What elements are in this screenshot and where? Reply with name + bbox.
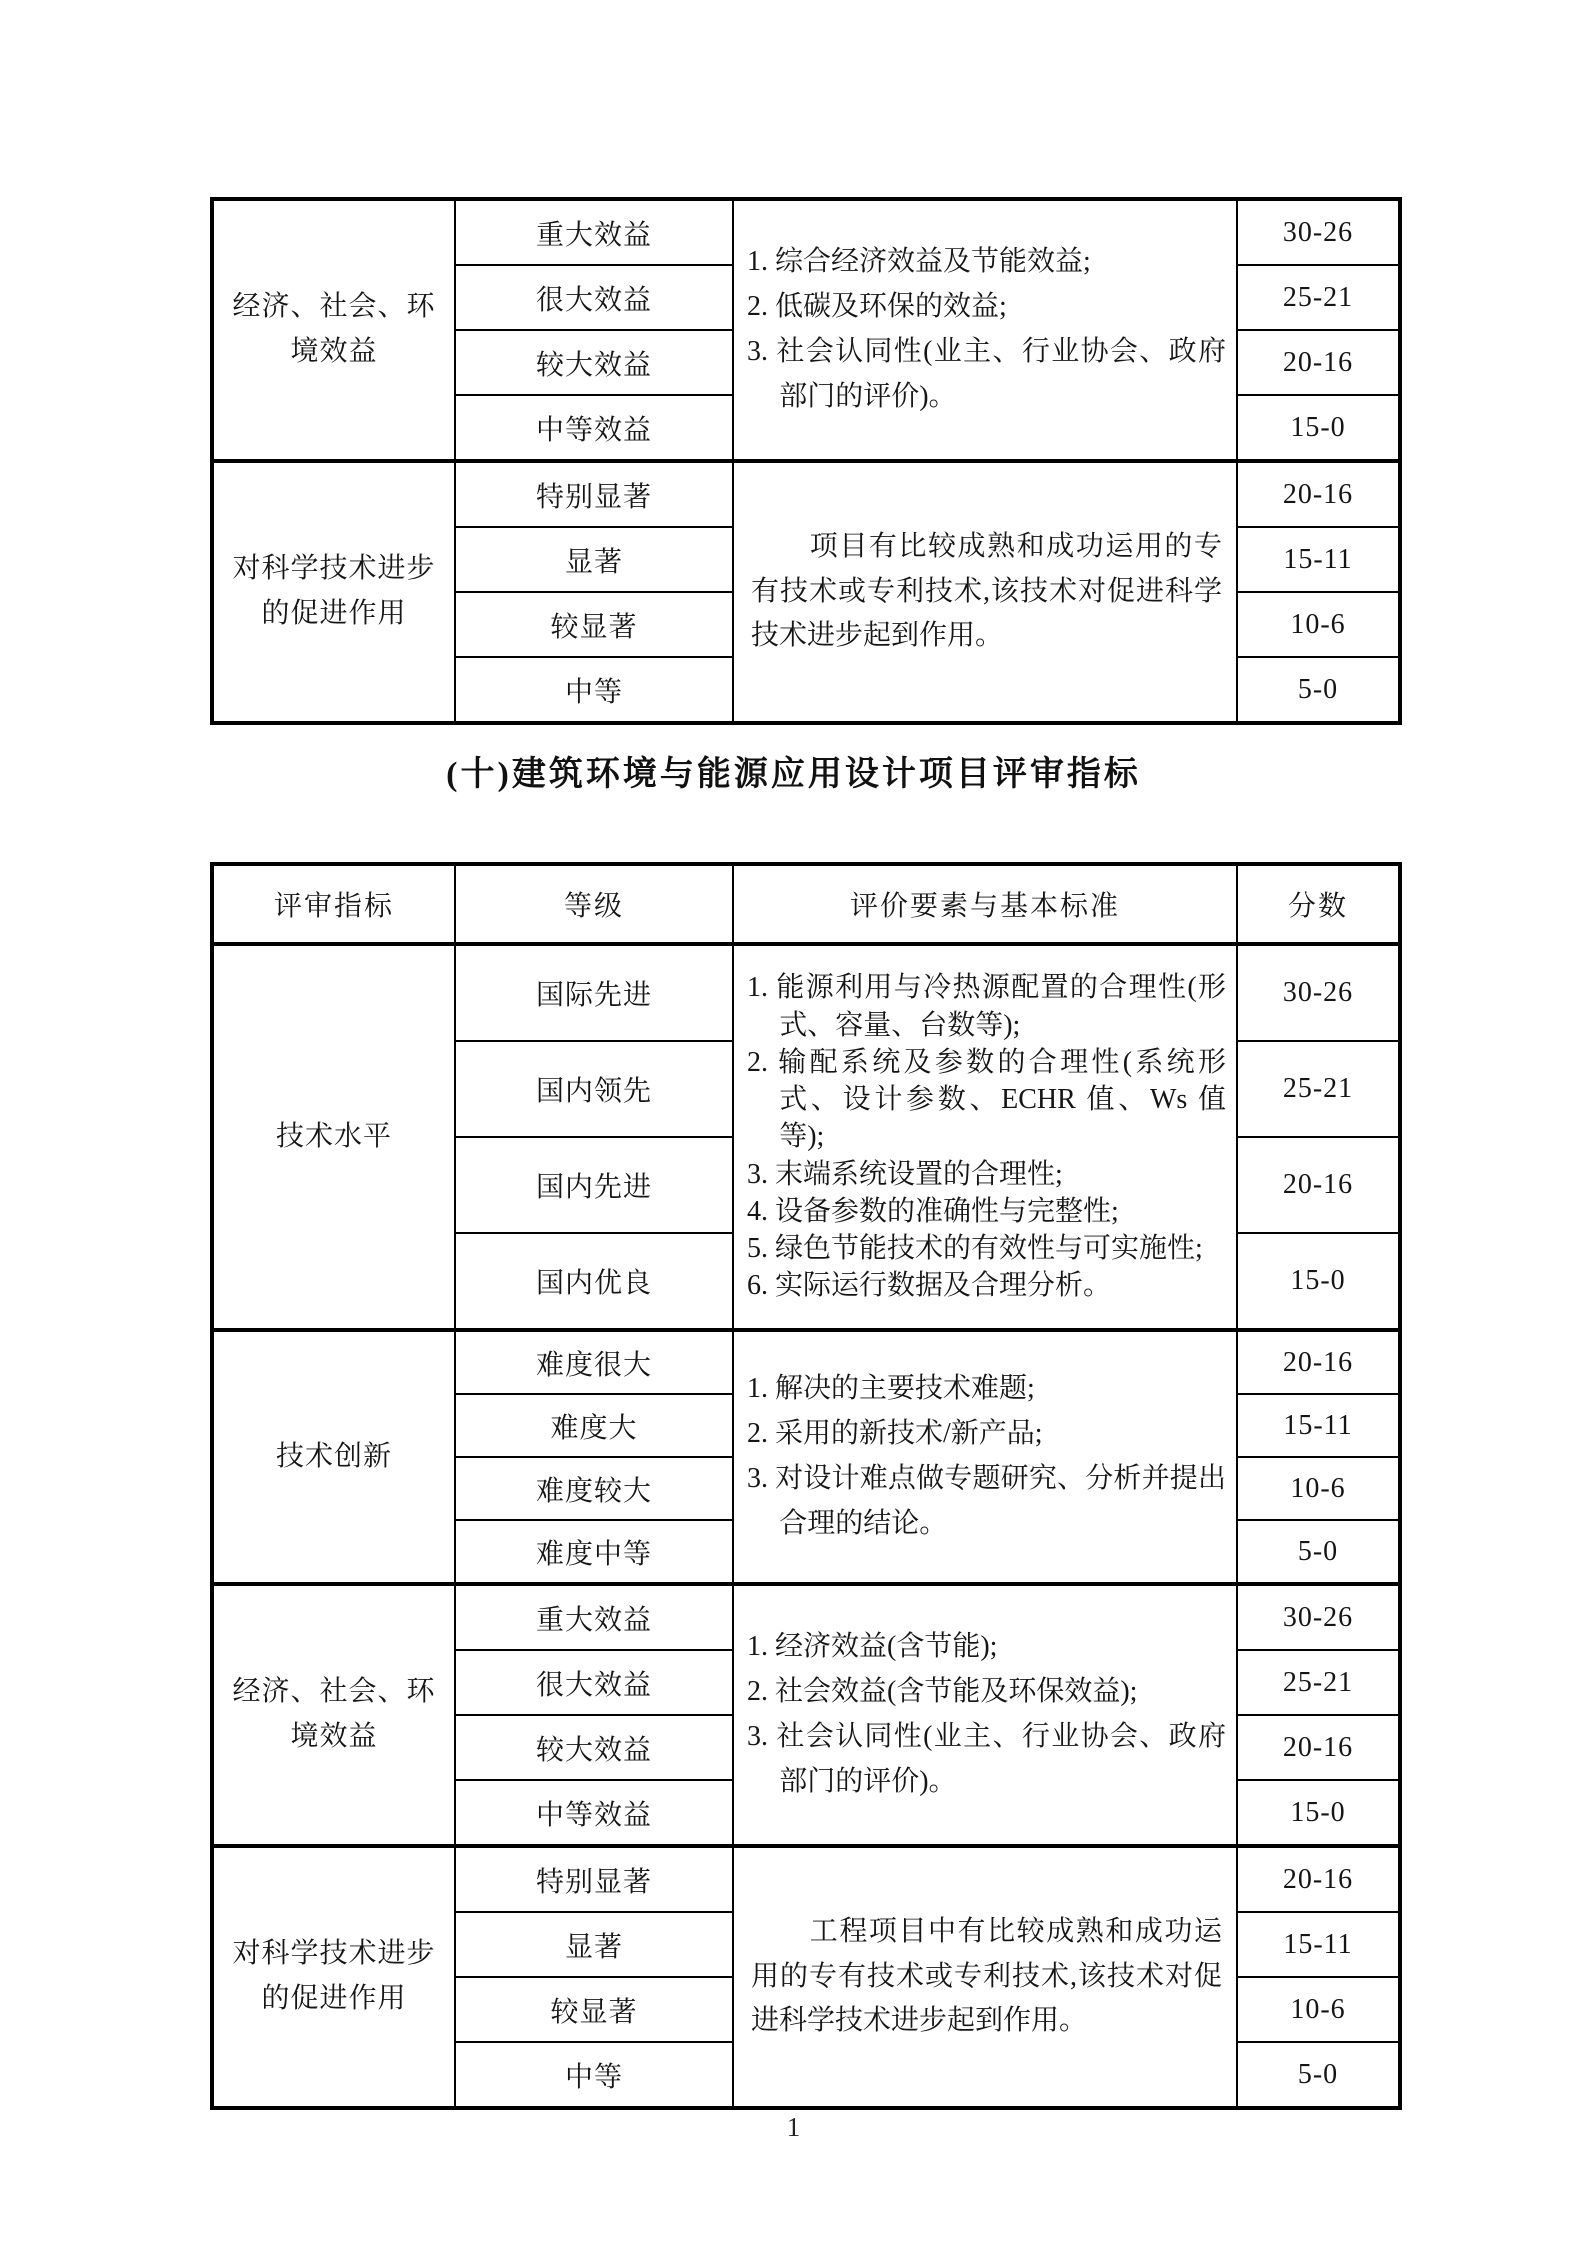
grade-cell: 特别显著 (455, 461, 733, 527)
criteria-cell (733, 199, 1237, 461)
criteria-item: 3. 对设计难点做专题研究、分析并提出合理的结论。 (747, 1463, 1226, 1539)
score-cell: 10-6 (1237, 1977, 1400, 2042)
criteria-group (212, 461, 1400, 723)
table-row (212, 1584, 1400, 1650)
criteria-cell (733, 461, 1237, 723)
score-cell: 30-26 (1237, 944, 1400, 1041)
criteria-group (212, 1330, 1400, 1584)
score-cell: 15-0 (1237, 395, 1400, 461)
score-cell: 15-0 (1237, 1233, 1400, 1330)
criteria-group (212, 944, 1400, 1330)
review-table-continued (210, 197, 1402, 725)
criteria-item: 1. 经济效益(含节能); (747, 1631, 998, 1663)
criteria-item: 3. 社会认同性(业主、行业协会、政府部门的评价)。 (747, 1721, 1226, 1797)
criteria-item: 2. 输配系统及参数的合理性(系统形式、设计参数、ECHR 值、Ws 值等); (747, 1046, 1226, 1153)
table-row (212, 944, 1400, 1041)
grade-cell: 难度中等 (455, 1520, 733, 1584)
criteria-item: 4. 设备参数的准确性与完整性; (747, 1195, 1119, 1227)
indicator-cell: 对科学技术进步的促进作用 (212, 1846, 455, 2108)
score-cell: 20-16 (1237, 330, 1400, 395)
table-row (212, 461, 1400, 527)
indicator-cell: 技术创新 (212, 1330, 455, 1584)
grade-cell: 难度大 (455, 1394, 733, 1457)
table-row (212, 199, 1400, 265)
criteria-cell (733, 1330, 1237, 1584)
header-cell: 等级 (455, 864, 733, 944)
grade-cell: 重大效益 (455, 199, 733, 265)
grade-cell: 国内领先 (455, 1041, 733, 1137)
grade-cell: 较显著 (455, 592, 733, 657)
criteria-cell (733, 1846, 1237, 2108)
criteria-paragraph: 工程项目中有比较成熟和成功运用的专有技术或专利技术,该技术对促进科学技术进步起到作用。 (751, 1915, 1222, 2037)
score-cell: 20-16 (1237, 461, 1400, 527)
indicator-cell: 经济、社会、环境效益 (212, 1584, 455, 1846)
score-cell: 15-11 (1237, 1394, 1400, 1457)
criteria-item: 1. 解决的主要技术难题; (747, 1373, 1035, 1405)
indicator-cell: 对科学技术进步的促进作用 (212, 461, 455, 723)
grade-cell: 较大效益 (455, 330, 733, 395)
criteria-paragraph: 项目有比较成熟和成功运用的专有技术或专利技术,该技术对促进科学技术进步起到作用。 (751, 530, 1222, 652)
grade-cell: 难度较大 (455, 1457, 733, 1520)
grade-cell: 中等效益 (455, 395, 733, 461)
score-cell: 20-16 (1237, 1846, 1400, 1912)
score-cell: 15-11 (1237, 527, 1400, 592)
header-cell: 评审指标 (212, 864, 455, 944)
criteria-group (212, 199, 1400, 461)
criteria-item: 2. 低碳及环保的效益; (747, 291, 1007, 323)
page-number: 1 (786, 2112, 801, 2142)
indicator-cell: 技术水平 (212, 944, 455, 1330)
grade-cell: 很大效益 (455, 1650, 733, 1715)
criteria-cell (733, 944, 1237, 1330)
criteria-item: 3. 末端系统设置的合理性; (747, 1158, 1063, 1190)
score-cell: 30-26 (1237, 1584, 1400, 1650)
criteria-item: 2. 社会效益(含节能及环保效益); (747, 1676, 1138, 1708)
criteria-group (212, 1584, 1400, 1846)
grade-cell: 难度很大 (455, 1330, 733, 1394)
score-cell: 5-0 (1237, 2042, 1400, 2108)
indicator-cell: 经济、社会、环境效益 (212, 199, 455, 461)
criteria-item: 2. 采用的新技术/新产品; (747, 1418, 1043, 1450)
score-cell: 10-6 (1237, 592, 1400, 657)
grade-cell: 中等效益 (455, 1780, 733, 1846)
score-cell: 20-16 (1237, 1137, 1400, 1233)
grade-cell: 国际先进 (455, 944, 733, 1041)
review-table-main (210, 862, 1402, 2110)
score-cell: 25-21 (1237, 265, 1400, 330)
grade-cell: 较大效益 (455, 1715, 733, 1780)
score-cell: 25-21 (1237, 1041, 1400, 1137)
score-cell: 20-16 (1237, 1715, 1400, 1780)
grade-cell: 特别显著 (455, 1846, 733, 1912)
score-cell: 15-0 (1237, 1780, 1400, 1846)
score-cell: 10-6 (1237, 1457, 1400, 1520)
grade-cell: 中等 (455, 657, 733, 723)
grade-cell: 国内优良 (455, 1233, 733, 1330)
grade-cell: 很大效益 (455, 265, 733, 330)
score-cell: 20-16 (1237, 1330, 1400, 1394)
score-cell: 25-21 (1237, 1650, 1400, 1715)
criteria-item: 5. 绿色节能技术的有效性与可实施性; (747, 1233, 1203, 1265)
criteria-group (212, 1846, 1400, 2108)
section-title: (十)建筑环境与能源应用设计项目评审指标 (446, 756, 1141, 793)
score-cell: 30-26 (1237, 199, 1400, 265)
criteria-item: 6. 实际运行数据及合理分析。 (747, 1270, 1112, 1302)
criteria-item: 1. 能源利用与冷热源配置的合理性(形式、容量、台数等); (747, 972, 1226, 1041)
table-row (212, 1330, 1400, 1394)
score-cell: 15-11 (1237, 1912, 1400, 1977)
header-cell: 评价要素与基本标准 (733, 864, 1237, 944)
score-cell: 5-0 (1237, 1520, 1400, 1584)
header-cell: 分数 (1237, 864, 1400, 944)
grade-cell: 显著 (455, 1912, 733, 1977)
criteria-item: 1. 综合经济效益及节能效益; (747, 246, 1091, 278)
criteria-item: 3. 社会认同性(业主、行业协会、政府部门的评价)。 (747, 336, 1226, 412)
table-row (212, 1846, 1400, 1912)
grade-cell: 重大效益 (455, 1584, 733, 1650)
grade-cell: 较显著 (455, 1977, 733, 2042)
criteria-cell (733, 1584, 1237, 1846)
grade-cell: 中等 (455, 2042, 733, 2108)
grade-cell: 国内先进 (455, 1137, 733, 1233)
grade-cell: 显著 (455, 527, 733, 592)
score-cell: 5-0 (1237, 657, 1400, 723)
